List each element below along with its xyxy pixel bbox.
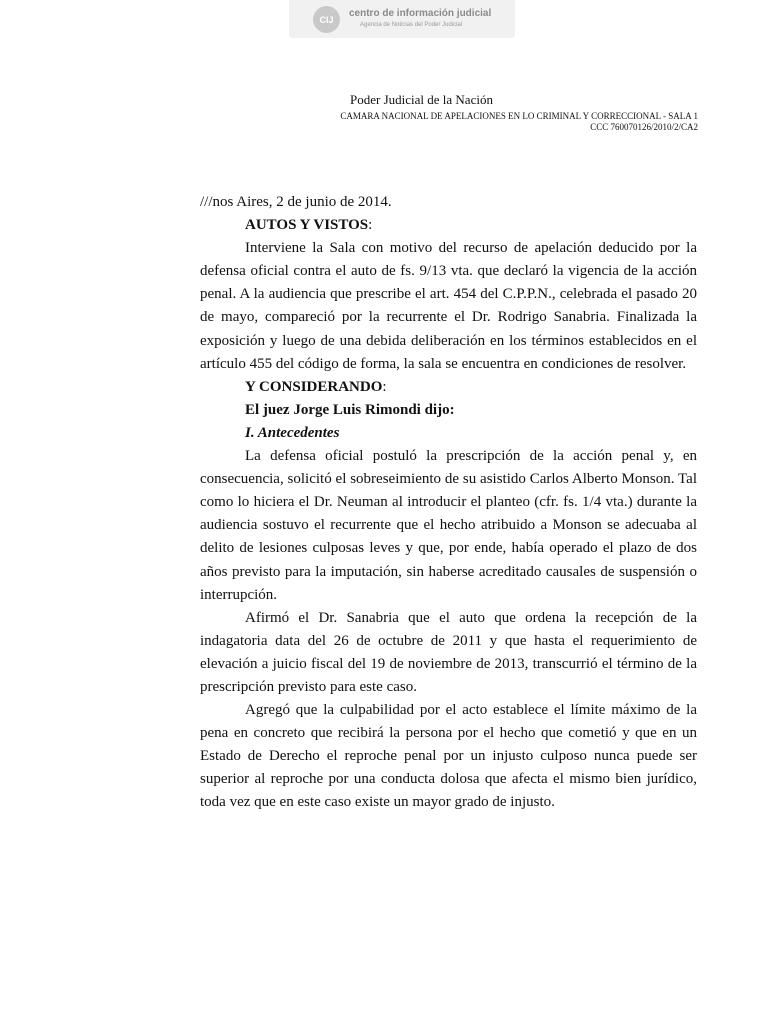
paragraph-sanabria: Afirmó el Dr. Sanabria que el auto que ordena la recepción de la indagatoria data del 26 de octubre de 2011 y que hasta el requerimiento de elevación a juicio fiscal del 19 de noviembre de 2013, transcurrió el término de la prescripción previsto para este caso. — [200, 609, 697, 695]
date-line: ///nos Aires, 2 de junio de 2014. — [200, 194, 392, 210]
considerando-heading-colon: : — [382, 378, 387, 395]
section-heading: I. Antecedentes — [245, 424, 340, 441]
considerando-heading-text: Y CONSIDERANDO — [245, 378, 383, 395]
considerando-heading — [200, 376, 697, 399]
cij-logo-icon: CIJ — [313, 6, 340, 33]
banner-subtitle: Agencia de Noticias del Poder Judicial — [360, 22, 463, 28]
document-case-number: CCC 760070126/2010/2/CA2 — [590, 122, 698, 132]
autos-heading-text: AUTOS Y VISTOS — [245, 217, 369, 234]
document-header-chamber: CAMARA NACIONAL DE APELACIONES EN LO CRIMINAL Y CORRECCIONAL - SALA 1 — [340, 111, 698, 121]
paragraph-defense: La defensa oficial postuló la prescripción de la acción penal y, en consecuencia, solicitó el sobreseimiento de su asistido Carlos Alberto Monson. Tal como lo hiciera el Dr. Neuman al introducir el planteo (cfr. fs. 1/4 vta.) durante la audiencia sostuvo el recurrente que el hecho atribuido a Monson se adecuaba al delito de lesiones culposas leves y que, por ende, había operado el plazo de dos años previsto para la imputación, sin haberse acreditado causales de suspensión o interrupción. — [200, 448, 697, 603]
document-header-title: Poder Judicial de la Nación — [350, 92, 493, 107]
judge-line: El juez Jorge Luis Rimondi dijo: — [245, 401, 455, 418]
paragraph-intervention: Interviene la Sala con motivo del recurso de apelación deducido por la defensa oficial contra el auto de fs. 9/13 vta. que declaró la vigencia de la acción penal. A la audiencia que prescribe el art. 454 del C.P.P.N., celebrada el pasado 20 de mayo, compareció por la recurrente el Dr. Rodrigo Sanabria. Finalizada la exposición y luego de una debida deliberación en los términos establecidos en el artículo 455 del código de forma, la sala se encuentra en condiciones de resolver. — [200, 240, 697, 372]
paragraph-culpability: Agregó que la culpabilidad por el acto establece el límite máximo de la pena en concreto que recibirá la persona por el hecho que cometió y que en un Estado de Derecho el reproche penal por un injusto culposo nunca puede ser superior al reproche por una conducta dolosa que afecta el mismo bien jurídico, toda vez que en este caso existe un mayor grado de injusto. — [200, 702, 697, 811]
autos-heading — [200, 214, 697, 237]
banner-title: centro de información judicial — [349, 8, 492, 19]
cij-banner — [289, 0, 515, 38]
autos-heading-colon: : — [368, 217, 373, 234]
document-body — [200, 191, 697, 815]
